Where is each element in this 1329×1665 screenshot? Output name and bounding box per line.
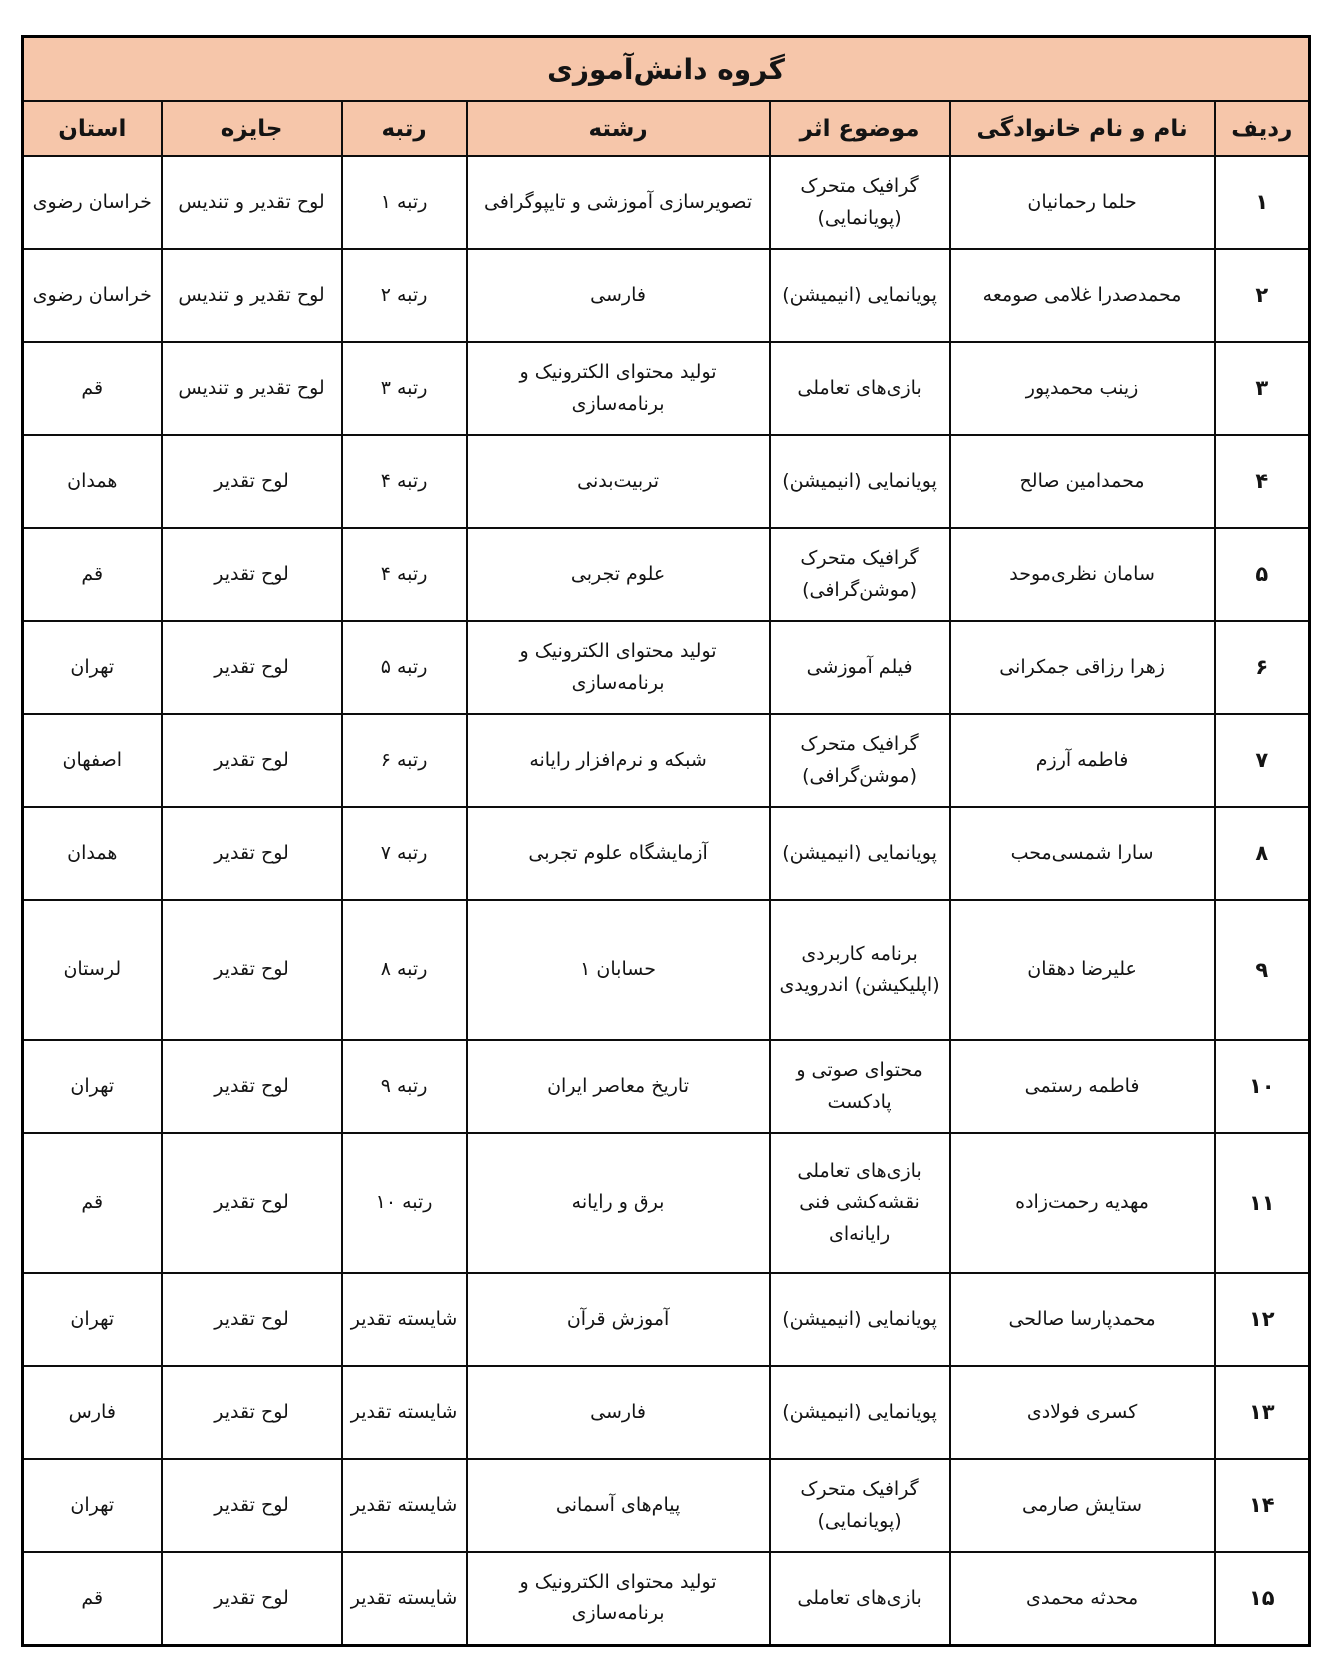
field-cell: تولید محتوای الکترونیک و برنامه‌سازی	[467, 1552, 770, 1645]
work-subject-cell: گرافیک متحرک (پویانمایی)	[770, 156, 950, 249]
table-row	[23, 621, 1310, 714]
prize-cell: لوح تقدیر	[162, 1366, 342, 1459]
column-header-province: استان	[23, 101, 162, 156]
rank-cell: شایسته تقدیر	[342, 1366, 467, 1459]
field-cell: شبکه و نرم‌افزار رایانه	[467, 714, 770, 807]
name-cell: مهدیه رحمت‌زاده	[950, 1133, 1215, 1273]
prize-cell: لوح تقدیر	[162, 528, 342, 621]
field-cell: آموزش قرآن	[467, 1273, 770, 1366]
work-subject-cell: بازی‌های تعاملی نقشه‌کشی فنی رایانه‌ای	[770, 1133, 950, 1273]
name-cell: زینب محمدپور	[950, 342, 1215, 435]
work-subject-cell: بازی‌های تعاملی	[770, 1552, 950, 1645]
rank-cell: شایسته تقدیر	[342, 1459, 467, 1552]
name-cell: سارا شمسی‌محب	[950, 807, 1215, 900]
name-cell: کسری فولادی	[950, 1366, 1215, 1459]
table-row	[23, 156, 1310, 249]
prize-cell: لوح تقدیر و تندیس	[162, 249, 342, 342]
rank-cell: رتبه ۸	[342, 900, 467, 1040]
row-number-cell: ۱	[1215, 156, 1310, 249]
table-row	[23, 342, 1310, 435]
rank-cell: رتبه ۴	[342, 435, 467, 528]
row-number-cell: ۱۲	[1215, 1273, 1310, 1366]
province-cell: تهران	[23, 621, 162, 714]
field-cell: تاریخ معاصر ایران	[467, 1040, 770, 1133]
prize-cell: لوح تقدیر	[162, 1040, 342, 1133]
work-subject-cell: پویانمایی (انیمیشن)	[770, 435, 950, 528]
table-row	[23, 1459, 1310, 1552]
prize-cell: لوح تقدیر	[162, 900, 342, 1040]
header-row	[23, 101, 1310, 156]
name-cell: ستایش صارمی	[950, 1459, 1215, 1552]
row-number-cell: ۱۱	[1215, 1133, 1310, 1273]
work-subject-cell: بازی‌های تعاملی	[770, 342, 950, 435]
row-number-cell: ۱۴	[1215, 1459, 1310, 1552]
table-row	[23, 249, 1310, 342]
work-subject-cell: محتوای صوتی و پادکست	[770, 1040, 950, 1133]
prize-cell: لوح تقدیر و تندیس	[162, 156, 342, 249]
rank-cell: رتبه ۱۰	[342, 1133, 467, 1273]
name-cell: محمدصدرا غلامی صومعه	[950, 249, 1215, 342]
rank-cell: رتبه ۷	[342, 807, 467, 900]
province-cell: قم	[23, 1133, 162, 1273]
name-cell: محمدامین صالح	[950, 435, 1215, 528]
prize-cell: لوح تقدیر	[162, 435, 342, 528]
prize-cell: لوح تقدیر	[162, 1273, 342, 1366]
name-cell: محدثه محمدی	[950, 1552, 1215, 1645]
prize-cell: لوح تقدیر	[162, 621, 342, 714]
field-cell: فارسی	[467, 1366, 770, 1459]
column-header-full-name: نام و نام خانوادگی	[950, 101, 1215, 156]
province-cell: خراسان رضوی	[23, 249, 162, 342]
table-row	[23, 807, 1310, 900]
row-number-cell: ۲	[1215, 249, 1310, 342]
name-cell: محمدپارسا صالحی	[950, 1273, 1215, 1366]
work-subject-cell: پویانمایی (انیمیشن)	[770, 1366, 950, 1459]
province-cell: قم	[23, 1552, 162, 1645]
rank-cell: شایسته تقدیر	[342, 1273, 467, 1366]
name-cell: زهرا رزاقی جمکرانی	[950, 621, 1215, 714]
table-row	[23, 1552, 1310, 1645]
name-cell: سامان نظری‌موحد	[950, 528, 1215, 621]
province-cell: لرستان	[23, 900, 162, 1040]
column-header-work-subject: موضوع اثر	[770, 101, 950, 156]
work-subject-cell: پویانمایی (انیمیشن)	[770, 1273, 950, 1366]
rank-cell: رتبه ۶	[342, 714, 467, 807]
rank-cell: رتبه ۹	[342, 1040, 467, 1133]
field-cell: حسابان ۱	[467, 900, 770, 1040]
row-number-cell: ۴	[1215, 435, 1310, 528]
field-cell: علوم تجربی	[467, 528, 770, 621]
table-row	[23, 714, 1310, 807]
row-number-cell: ۷	[1215, 714, 1310, 807]
field-cell: تولید محتوای الکترونیک و برنامه‌سازی	[467, 342, 770, 435]
table-row	[23, 1133, 1310, 1273]
table-row	[23, 900, 1310, 1040]
student-group-awards-table	[21, 35, 1311, 1647]
column-header-row-number: ردیف	[1215, 101, 1310, 156]
rank-cell: رتبه ۱	[342, 156, 467, 249]
row-number-cell: ۵	[1215, 528, 1310, 621]
row-number-cell: ۳	[1215, 342, 1310, 435]
column-header-prize: جایزه	[162, 101, 342, 156]
province-cell: اصفهان	[23, 714, 162, 807]
field-cell: فارسی	[467, 249, 770, 342]
work-subject-cell: گرافیک متحرک (موشن‌گرافی)	[770, 714, 950, 807]
work-subject-cell: فیلم آموزشی	[770, 621, 950, 714]
name-cell: فاطمه آرزم	[950, 714, 1215, 807]
table-row	[23, 1366, 1310, 1459]
prize-cell: لوح تقدیر	[162, 1133, 342, 1273]
rank-cell: رتبه ۲	[342, 249, 467, 342]
province-cell: تهران	[23, 1459, 162, 1552]
name-cell: فاطمه رستمی	[950, 1040, 1215, 1133]
field-cell: تولید محتوای الکترونیک و برنامه‌سازی	[467, 621, 770, 714]
rank-cell: رتبه ۳	[342, 342, 467, 435]
province-cell: قم	[23, 342, 162, 435]
name-cell: حلما رحمانیان	[950, 156, 1215, 249]
row-number-cell: ۱۵	[1215, 1552, 1310, 1645]
table-row	[23, 1273, 1310, 1366]
prize-cell: لوح تقدیر	[162, 1552, 342, 1645]
field-cell: آزمایشگاه علوم تجربی	[467, 807, 770, 900]
rank-cell: شایسته تقدیر	[342, 1552, 467, 1645]
prize-cell: لوح تقدیر	[162, 714, 342, 807]
field-cell: برق و رایانه	[467, 1133, 770, 1273]
prize-cell: لوح تقدیر	[162, 1459, 342, 1552]
work-subject-cell: برنامه کاربردی (اپلیکیشن) اندرویدی	[770, 900, 950, 1040]
row-number-cell: ۱۰	[1215, 1040, 1310, 1133]
field-cell: تربیت‌بدنی	[467, 435, 770, 528]
table-row	[23, 435, 1310, 528]
name-cell: علیرضا دهقان	[950, 900, 1215, 1040]
prize-cell: لوح تقدیر و تندیس	[162, 342, 342, 435]
field-cell: پیام‌های آسمانی	[467, 1459, 770, 1552]
province-cell: قم	[23, 528, 162, 621]
row-number-cell: ۱۳	[1215, 1366, 1310, 1459]
column-header-rank: رتبه	[342, 101, 467, 156]
work-subject-cell: گرافیک متحرک (موشن‌گرافی)	[770, 528, 950, 621]
table-row	[23, 528, 1310, 621]
work-subject-cell: گرافیک متحرک (پویانمایی)	[770, 1459, 950, 1552]
prize-cell: لوح تقدیر	[162, 807, 342, 900]
field-cell: تصویرسازی آموزشی و تایپوگرافی	[467, 156, 770, 249]
row-number-cell: ۹	[1215, 900, 1310, 1040]
province-cell: همدان	[23, 807, 162, 900]
table-row	[23, 1040, 1310, 1133]
rank-cell: رتبه ۵	[342, 621, 467, 714]
row-number-cell: ۶	[1215, 621, 1310, 714]
table-title: گروه دانش‌آموزی	[23, 37, 1310, 102]
work-subject-cell: پویانمایی (انیمیشن)	[770, 807, 950, 900]
province-cell: فارس	[23, 1366, 162, 1459]
title-row	[23, 37, 1310, 102]
province-cell: خراسان رضوی	[23, 156, 162, 249]
work-subject-cell: پویانمایی (انیمیشن)	[770, 249, 950, 342]
row-number-cell: ۸	[1215, 807, 1310, 900]
province-cell: تهران	[23, 1273, 162, 1366]
column-header-field: رشته	[467, 101, 770, 156]
province-cell: تهران	[23, 1040, 162, 1133]
province-cell: همدان	[23, 435, 162, 528]
rank-cell: رتبه ۴	[342, 528, 467, 621]
